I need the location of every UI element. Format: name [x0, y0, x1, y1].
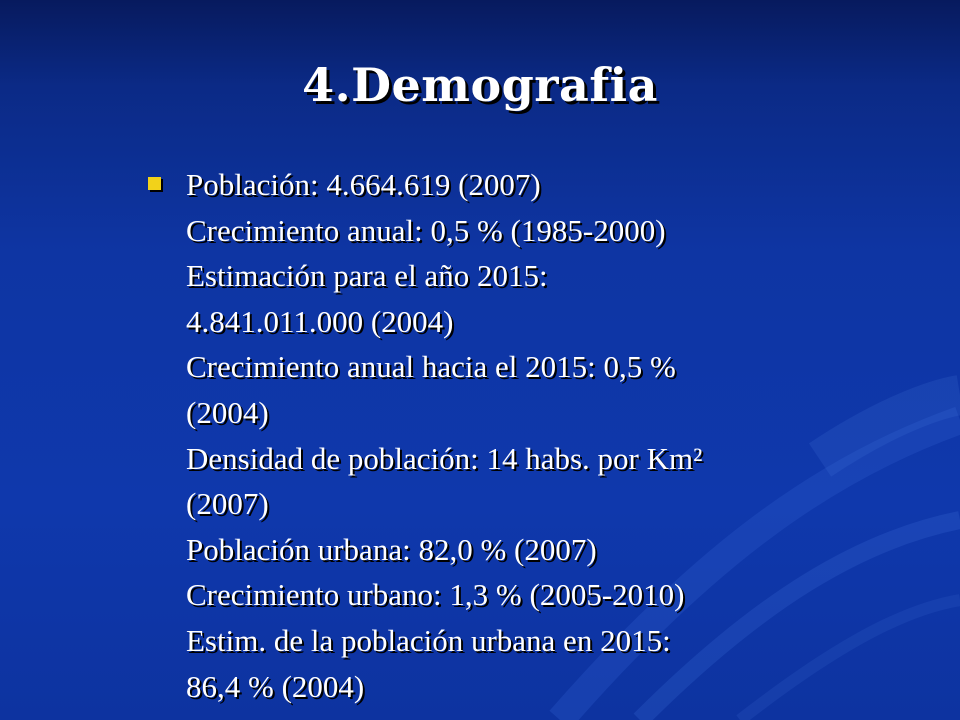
text-line: Estimación para el año 2015:	[186, 258, 548, 294]
text-line: Crecimiento urbano: 1,3 % (2005-2010)	[186, 577, 685, 613]
text-line: 86,4 % (2004)	[186, 668, 365, 704]
text-line: (2007)	[186, 486, 269, 522]
bullet-text	[186, 162, 826, 709]
slide-title: 4.Demografia	[302, 58, 658, 112]
text-line: (2004)	[186, 394, 269, 430]
text-line: Población: 4.664.619 (2007)	[186, 167, 541, 202]
text-line: Crecimiento anual hacia el 2015: 0,5 %	[186, 349, 676, 385]
text-line: Crecimiento anual: 0,5 % (1985-2000)	[186, 212, 666, 248]
text-line: 4.841.011.000 (2004)	[186, 303, 454, 339]
text-line: Estim. de la población urbana en 2015:	[186, 622, 671, 658]
text-line: Población urbana: 82,0 % (2007)	[186, 531, 597, 567]
text-line: Densidad de población: 14 habs. por Km²	[186, 440, 703, 476]
square-bullet-icon	[148, 177, 161, 190]
